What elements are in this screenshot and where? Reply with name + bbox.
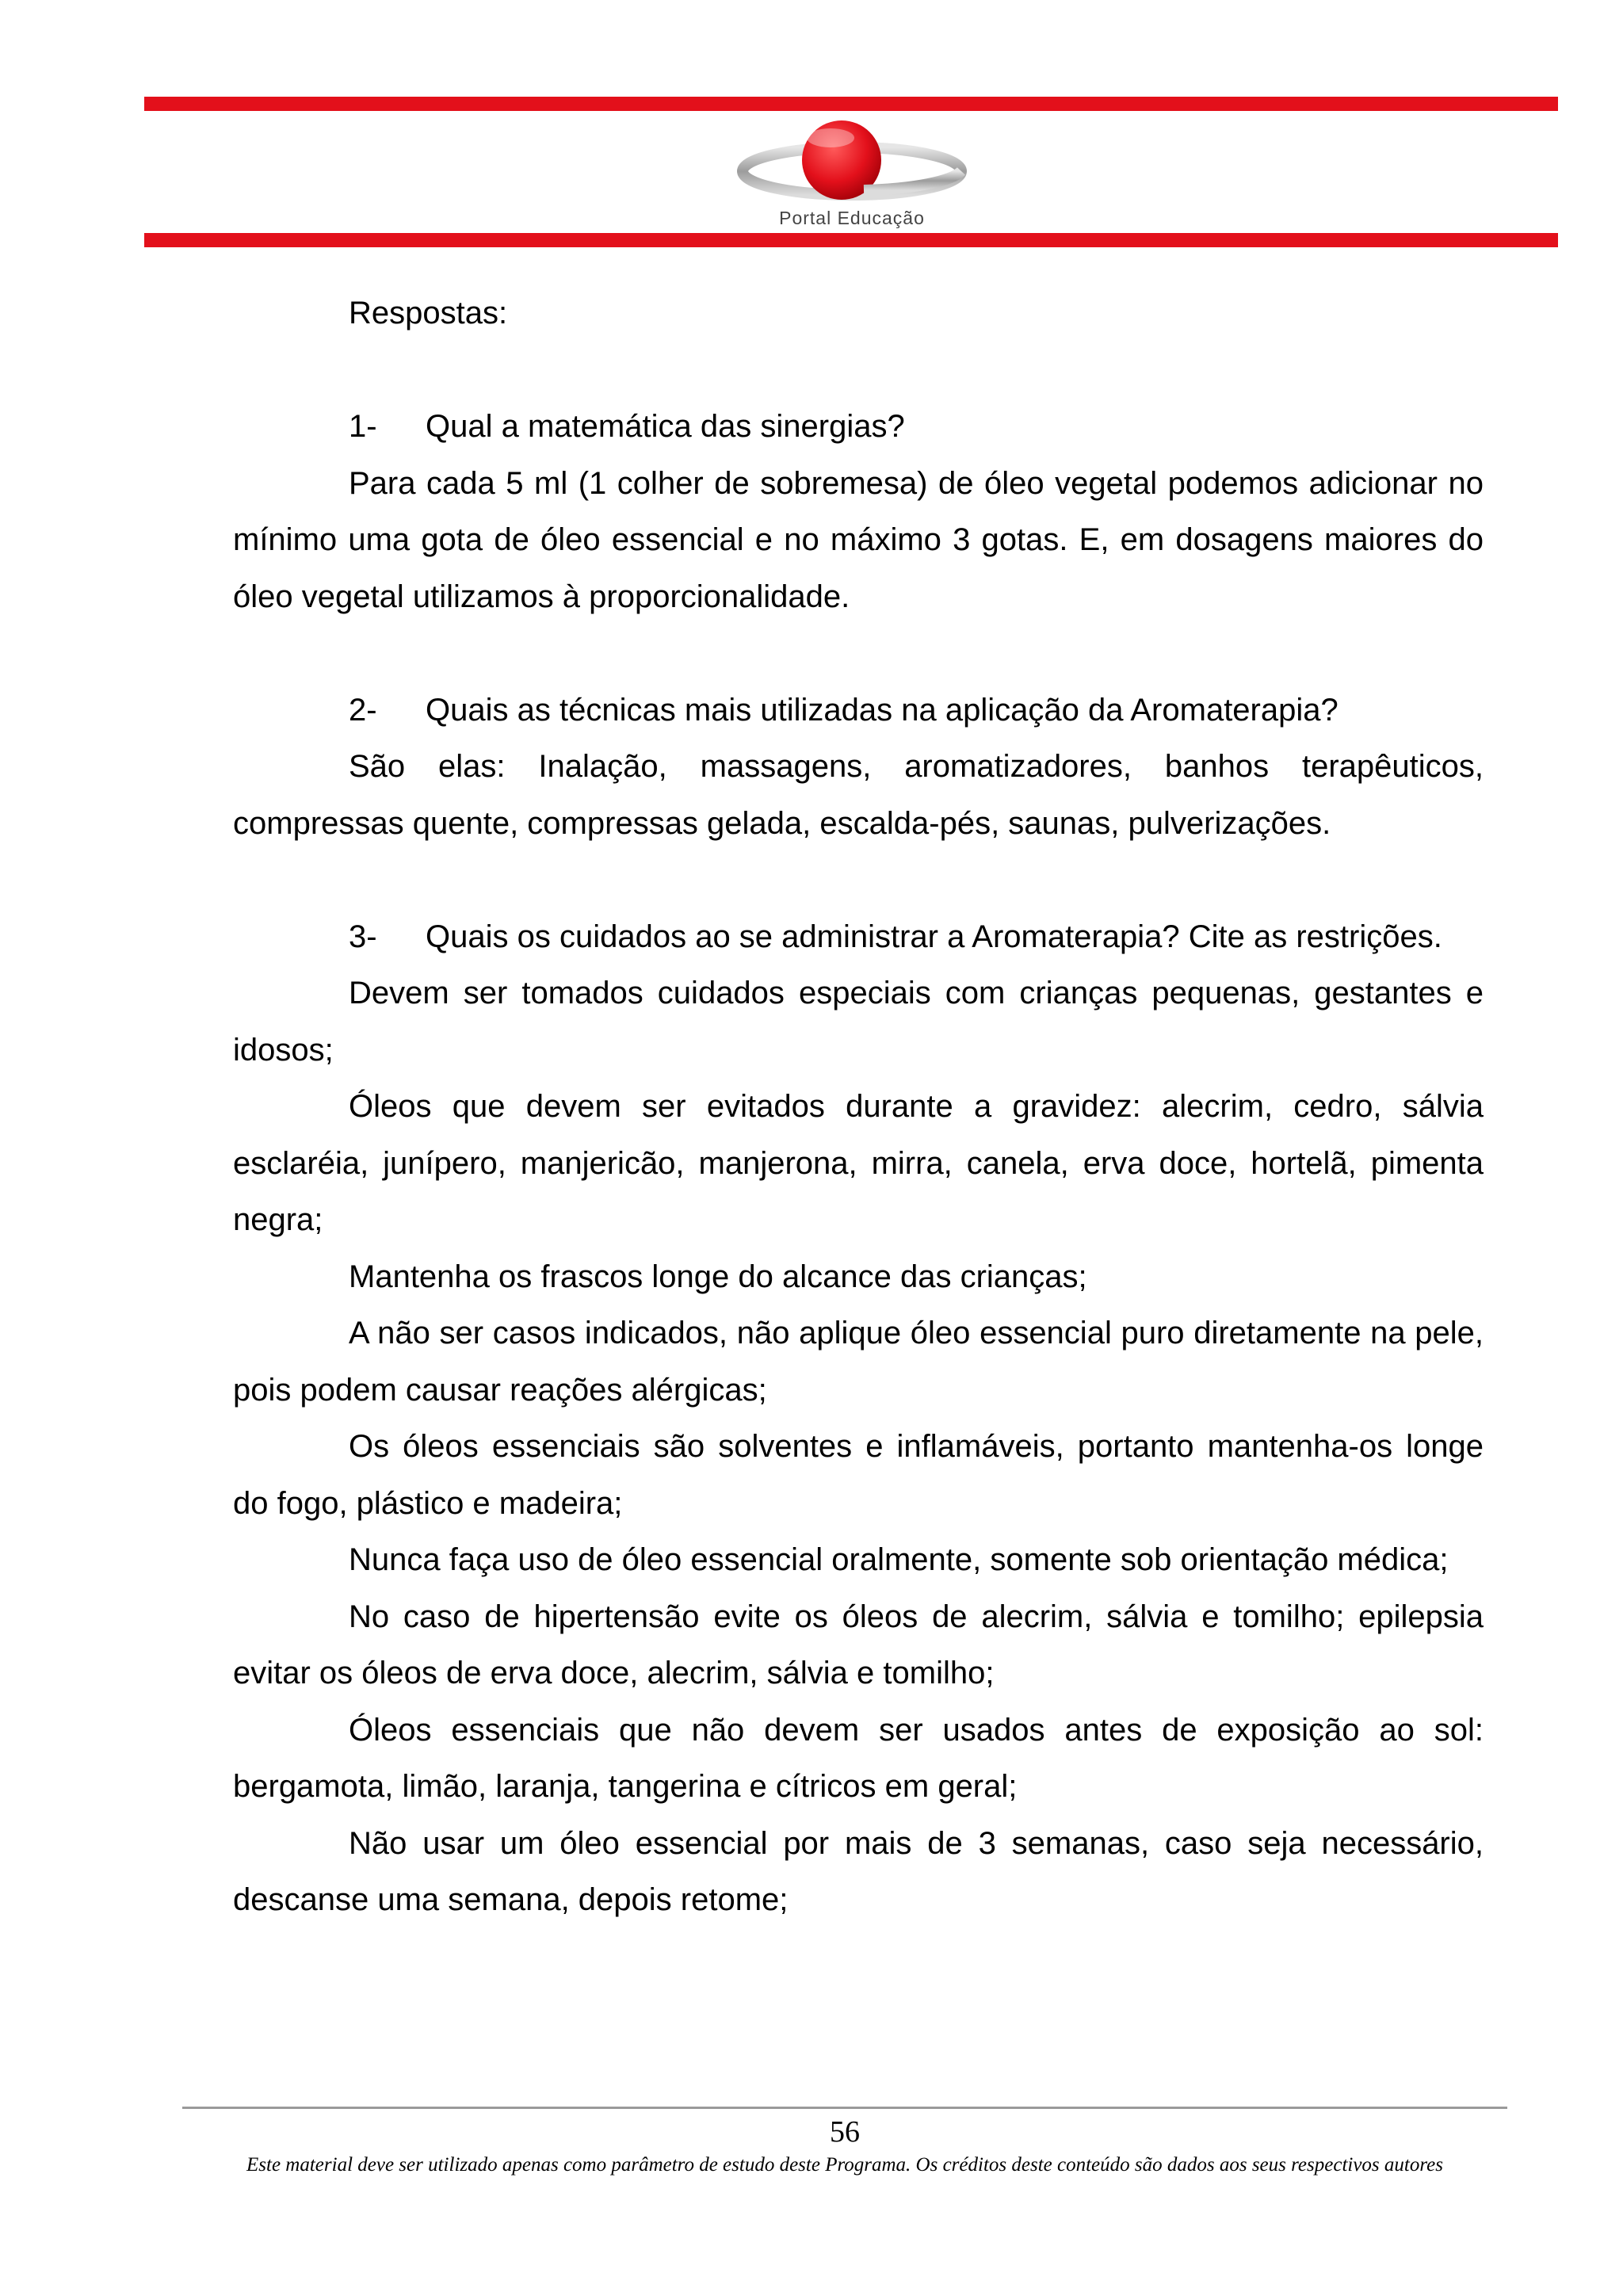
- answer-3-item-5: Os óleos essenciais são solventes e inflamáveis, portanto mantenha-os longe do fogo, plástico e madeira;: [233, 1429, 1484, 1521]
- question-3: [233, 909, 1484, 966]
- question-number: 3-: [349, 919, 377, 954]
- question-text: Qual a matemática das sinergias?: [426, 409, 905, 444]
- question-number: 1-: [349, 409, 377, 444]
- logo-text: Portal Educação: [779, 208, 925, 228]
- answer-2: São elas: Inalação, massagens, aromatizadores, banhos terapêuticos, compressas quente, compressas gelada, escalda-pés, saunas, pulverizações.: [233, 749, 1484, 841]
- question-2: [233, 682, 1484, 739]
- question-1: [233, 399, 1484, 456]
- document-body: [233, 285, 1484, 1929]
- question-text: Quais as técnicas mais utilizadas na aplicação da Aromaterapia?: [426, 692, 1338, 728]
- answer-3-item-4: A não ser casos indicados, não aplique óleo essencial puro diretamente na pele, pois podem causar reações alérgicas;: [233, 1316, 1484, 1408]
- answer-3-item-2: Óleos que devem ser evitados durante a gravidez: alecrim, cedro, sálvia esclaréia, junípero, manjericão, manjerona, mirra, canela, erva doce, hortelã, pimenta negra;: [233, 1089, 1484, 1237]
- page-number: 56: [830, 2115, 860, 2149]
- header-top-bar: [144, 97, 1558, 111]
- footer-disclaimer: Este material deve ser utilizado apenas como parâmetro de estudo deste Programa. Os créditos deste conteúdo são dados aos seus respectivos autores: [246, 2154, 1443, 2176]
- header-bottom-bar: [144, 233, 1558, 247]
- question-text: Quais os cuidados ao se administrar a Aromaterapia? Cite as restrições.: [426, 919, 1442, 954]
- answer-3-item-9: Não usar um óleo essencial por mais de 3 semanas, caso seja necessário, descanse uma semana, depois retome;: [233, 1825, 1484, 1917]
- answer-3-item-6: Nunca faça uso de óleo essencial oralmente, somente sob orientação médica;: [349, 1542, 1449, 1577]
- footer-divider: [182, 2107, 1507, 2109]
- answer-3-item-1: Devem ser tomados cuidados especiais com crianças pequenas, gestantes e idosos;: [233, 976, 1484, 1068]
- answer-3-item-7: No caso de hipertensão evite os óleos de alecrim, sálvia e tomilho; epilepsia evitar os óleos de erva doce, alecrim, sálvia e tomilho;: [233, 1599, 1484, 1690]
- answer-1: Para cada 5 ml (1 colher de sobremesa) de óleo vegetal podemos adicionar no mínimo uma gota de óleo essencial e no máximo 3 gotas. E, em dosagens maiores do óleo vegetal utilizamos à proporcionalidade.: [233, 465, 1484, 614]
- answer-3-item-8: Óleos essenciais que não devem ser usados antes de exposição ao sol: bergamota, limão, laranja, tangerina e cítricos em geral;: [233, 1712, 1484, 1804]
- heading-respostas: Respostas:: [349, 296, 508, 330]
- question-number: 2-: [349, 692, 377, 728]
- answer-3-item-3: Mantenha os frascos longe do alcance das crianças;: [349, 1259, 1087, 1294]
